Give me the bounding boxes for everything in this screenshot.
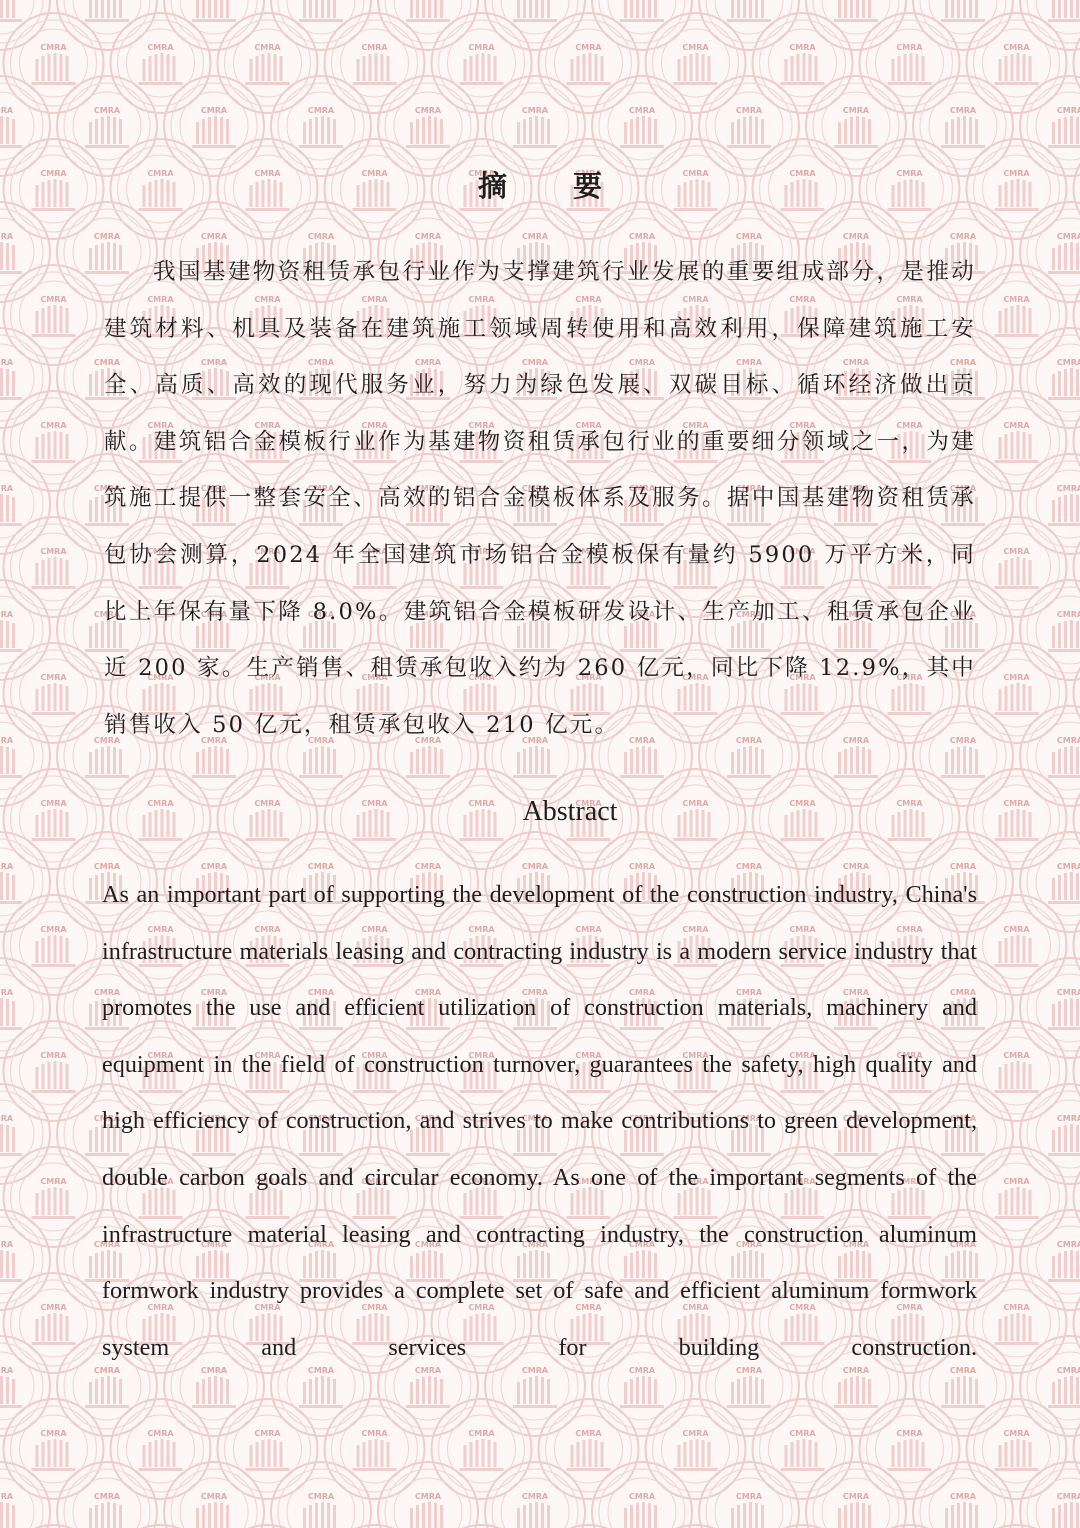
chinese-abstract-title: 摘 要: [477, 169, 631, 203]
chinese-abstract-paragraph: 我国基建物资租赁承包行业作为支撑建筑行业发展的重要组成部分，是推动建筑材料、机具及装备在建筑施工领域周转使用和高效利用，保障建筑施工安全、高质、高效的现代服务业，努力为绿色发展、双碳目标、循环经济做出贡献。建筑铝合金模板行业作为基建物资租赁承包行业的重要细分领域之一，为建筑施工提供一整套安全、高效的铝合金模板体系及服务。据中国基建物资租赁承包协会测算，2024 年全国建筑市场铝合金模板保有量约 5900 万平方米，同比上年保有量下降 8.0%。建筑铝合金模板研发设计、生产加工、租赁承包企业近 200 家。生产销售、租赁承包收入约为 260 亿元，同比下降 12.9%，其中销售收入 50 亿元，租赁承包收入 210 亿元。: [104, 259, 976, 738]
english-abstract-title: Abstract: [522, 796, 618, 827]
english-abstract-paragraph: As an important part of supporting the development of the construction industry, China's infrastructure materials leasing and contracting industry is a modern service industry that promotes the use and efficient utilization of construction materials, machinery and equipment in the field of construction turnover, guarantees the safety, high quality and high efficiency of construction, and strives to make contributions to green development, double carbon goals and circular economy. As one of the important segments of the infrastructure material leasing and contracting industry, the construction aluminum formwork industry provides a complete set of safe and efficient aluminum formwork system and services for building construction.: [102, 881, 977, 1361]
